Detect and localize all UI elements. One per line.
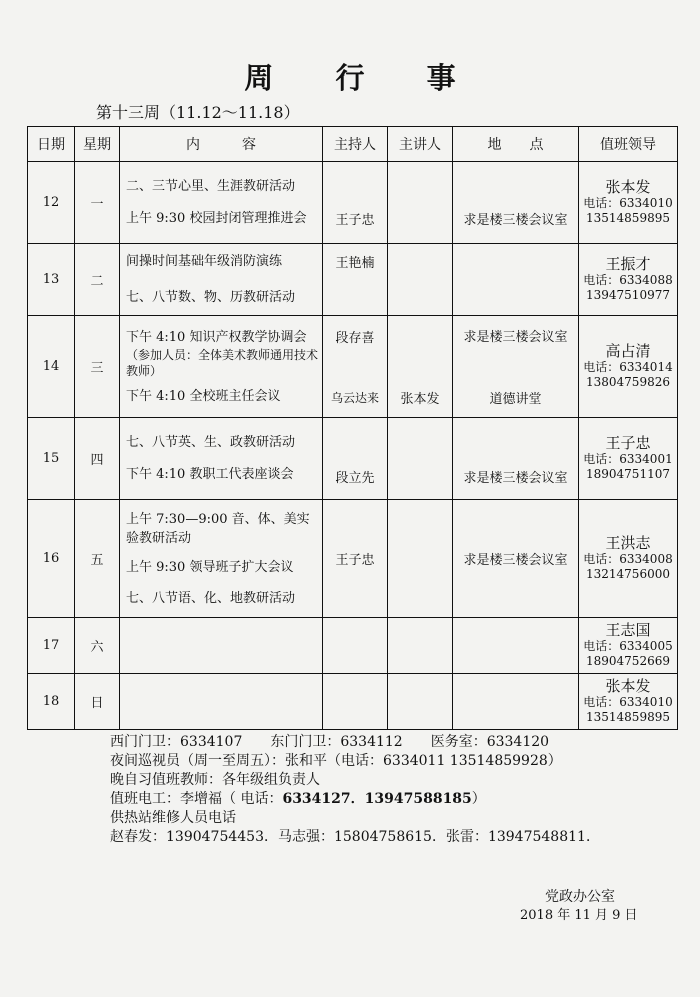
leader-mobile: 18904752669 xyxy=(586,654,670,668)
row-date: 12 xyxy=(28,162,75,244)
header-content: 内 容 xyxy=(120,127,323,162)
row-weekday: 日 xyxy=(75,674,120,730)
leader-mobile: 13947510977 xyxy=(586,288,670,302)
header-date: 日期 xyxy=(28,127,75,162)
host-name: 乌云达来 xyxy=(330,391,379,405)
host-name xyxy=(323,177,387,209)
row-location xyxy=(453,418,579,500)
host-name: 王艳楠 xyxy=(335,256,375,271)
row-location xyxy=(453,162,579,244)
location-name: 求是楼三楼会议室 xyxy=(463,471,568,486)
leader-phone: 电话：6334008 xyxy=(583,552,673,566)
leader-name: 张本发 xyxy=(605,178,651,196)
row-host xyxy=(323,418,388,500)
row-speaker xyxy=(388,244,453,316)
page-title: 周 行 事 xyxy=(244,61,482,95)
row-leader xyxy=(579,316,678,418)
leader-mobile: 13804759826 xyxy=(586,375,670,389)
location-name: 求是楼三楼会议室 xyxy=(463,330,568,345)
row-content xyxy=(120,244,323,316)
row-location xyxy=(453,618,579,674)
row-content xyxy=(120,316,323,418)
table-row xyxy=(28,500,678,618)
row-date: 14 xyxy=(28,316,75,418)
row-content xyxy=(120,618,323,674)
location-name xyxy=(453,431,578,467)
header-weekday: 星期 xyxy=(75,127,120,162)
leader-phone: 电话：6334014 xyxy=(583,360,673,374)
leader-name: 张本发 xyxy=(605,677,651,695)
row-speaker xyxy=(388,618,453,674)
issue-date: 2018 年 11 月 9 日 xyxy=(520,908,638,923)
leader-mobile: 18904751107 xyxy=(586,467,670,481)
repair-phones: 赵春发：13904754453．马志强：15804758615．张雷：13947548811． xyxy=(110,829,600,845)
leader-name: 高占清 xyxy=(605,342,651,360)
host-name: 段立先 xyxy=(335,471,375,486)
row-leader xyxy=(579,162,678,244)
evening-duty: 晚自习值班教师：各年级组负责人 xyxy=(110,772,320,788)
leader-phone: 电话：6334005 xyxy=(583,639,673,653)
event-note: （参加人员：全体美术教师通用技术教师） xyxy=(126,347,319,378)
row-speaker xyxy=(388,418,453,500)
location-name: 求是楼三楼会议室 xyxy=(463,553,568,568)
row-host xyxy=(323,500,388,618)
row-host xyxy=(323,162,388,244)
leader-phone: 电话：6334010 xyxy=(583,196,673,210)
row-location xyxy=(453,244,579,316)
event-item: 下午 4:10 教职工代表座谈会 xyxy=(126,466,294,482)
location-name xyxy=(453,177,578,209)
row-location xyxy=(453,674,579,730)
header-host: 主持人 xyxy=(323,127,388,162)
table-row xyxy=(28,162,678,244)
event-item: 七、八节数、物、历教研活动 xyxy=(126,289,296,305)
leader-name: 王志国 xyxy=(605,621,651,639)
header-leader: 值班领导 xyxy=(579,127,678,162)
header-location: 地 点 xyxy=(453,127,579,162)
table-row xyxy=(28,244,678,316)
electrician-phone: 6334127．13947588185 xyxy=(282,791,472,807)
speaker-name: 张本发 xyxy=(400,392,440,407)
row-host xyxy=(323,674,388,730)
row-content xyxy=(120,500,323,618)
gate-phones: 西门门卫：6334107 东门门卫：6334112 医务室：6334120 xyxy=(110,734,550,750)
leader-phone: 电话：6334088 xyxy=(583,273,673,287)
leader-name: 王洪志 xyxy=(605,534,651,552)
row-content xyxy=(120,418,323,500)
event-item: 间操时间基础年级消防演练 xyxy=(126,253,283,269)
row-leader xyxy=(579,618,678,674)
event-item: 上午 9:30 校园封闭管理推进会 xyxy=(126,210,307,226)
event-item: 七、八节英、生、政教研活动 xyxy=(126,434,296,450)
contact-footer xyxy=(110,733,600,847)
row-leader xyxy=(579,244,678,316)
electrician-end: ） xyxy=(471,791,486,807)
row-weekday: 二 xyxy=(75,244,120,316)
event-item: 上午 7:30—9:00 音、体、美实验教研活动 xyxy=(126,511,310,546)
row-date: 15 xyxy=(28,418,75,500)
row-speaker xyxy=(388,316,453,418)
header-speaker: 主讲人 xyxy=(388,127,453,162)
host-name: 王子忠 xyxy=(335,553,375,568)
row-location xyxy=(453,316,579,418)
schedule-table xyxy=(27,126,678,730)
row-speaker xyxy=(388,162,453,244)
location-name: 道德讲堂 xyxy=(489,392,542,407)
row-content xyxy=(120,674,323,730)
leader-mobile: 13514859895 xyxy=(586,211,670,225)
row-content xyxy=(120,162,323,244)
row-speaker xyxy=(388,500,453,618)
event-item: 下午 4:10 知识产权教学协调会 xyxy=(126,329,307,345)
leader-phone: 电话：6334001 xyxy=(583,452,673,466)
night-patrol: 夜间巡视员（周一至周五）：张和平（电话：6334011 13514859928） xyxy=(110,753,562,769)
electrician-line xyxy=(110,790,600,809)
row-date: 16 xyxy=(28,500,75,618)
row-host xyxy=(323,618,388,674)
electrician-label: 值班电工：李增福（ 电话： xyxy=(110,791,283,807)
leader-name: 王振才 xyxy=(605,255,651,273)
table-row xyxy=(28,316,678,418)
row-speaker xyxy=(388,674,453,730)
host-name: 王子忠 xyxy=(335,213,375,228)
row-leader xyxy=(579,500,678,618)
table-row xyxy=(28,674,678,730)
event-item: 七、八节语、化、地教研活动 xyxy=(126,590,296,606)
row-date: 18 xyxy=(28,674,75,730)
row-weekday: 六 xyxy=(75,618,120,674)
event-item: 二、三节心里、生涯教研活动 xyxy=(126,178,296,194)
row-weekday: 五 xyxy=(75,500,120,618)
row-location xyxy=(453,500,579,618)
repair-label: 供热站维修人员电话 xyxy=(110,810,236,826)
event-item: 下午 4:10 全校班主任会议 xyxy=(126,388,281,404)
row-weekday: 四 xyxy=(75,418,120,500)
row-weekday: 三 xyxy=(75,316,120,418)
office-signature: 党政办公室 xyxy=(545,889,615,905)
table-row xyxy=(28,418,678,500)
leader-mobile: 13514859895 xyxy=(586,710,670,724)
leader-name: 王子忠 xyxy=(605,434,651,452)
row-date: 13 xyxy=(28,244,75,316)
week-subtitle: 第十三周（11.12～11.18） xyxy=(96,103,300,122)
table-header-row xyxy=(28,127,678,162)
table-row xyxy=(28,618,678,674)
row-host xyxy=(323,316,388,418)
host-name: 段存喜 xyxy=(335,331,375,346)
row-weekday: 一 xyxy=(75,162,120,244)
row-leader xyxy=(579,674,678,730)
event-item: 上午 9:30 领导班子扩大会议 xyxy=(126,559,294,575)
leader-mobile: 13214756000 xyxy=(586,567,670,581)
location-name: 求是楼三楼会议室 xyxy=(463,213,568,228)
leader-phone: 电话：6334010 xyxy=(583,695,673,709)
row-leader xyxy=(579,418,678,500)
host-name xyxy=(323,431,387,467)
row-date: 17 xyxy=(28,618,75,674)
row-host xyxy=(323,244,388,316)
